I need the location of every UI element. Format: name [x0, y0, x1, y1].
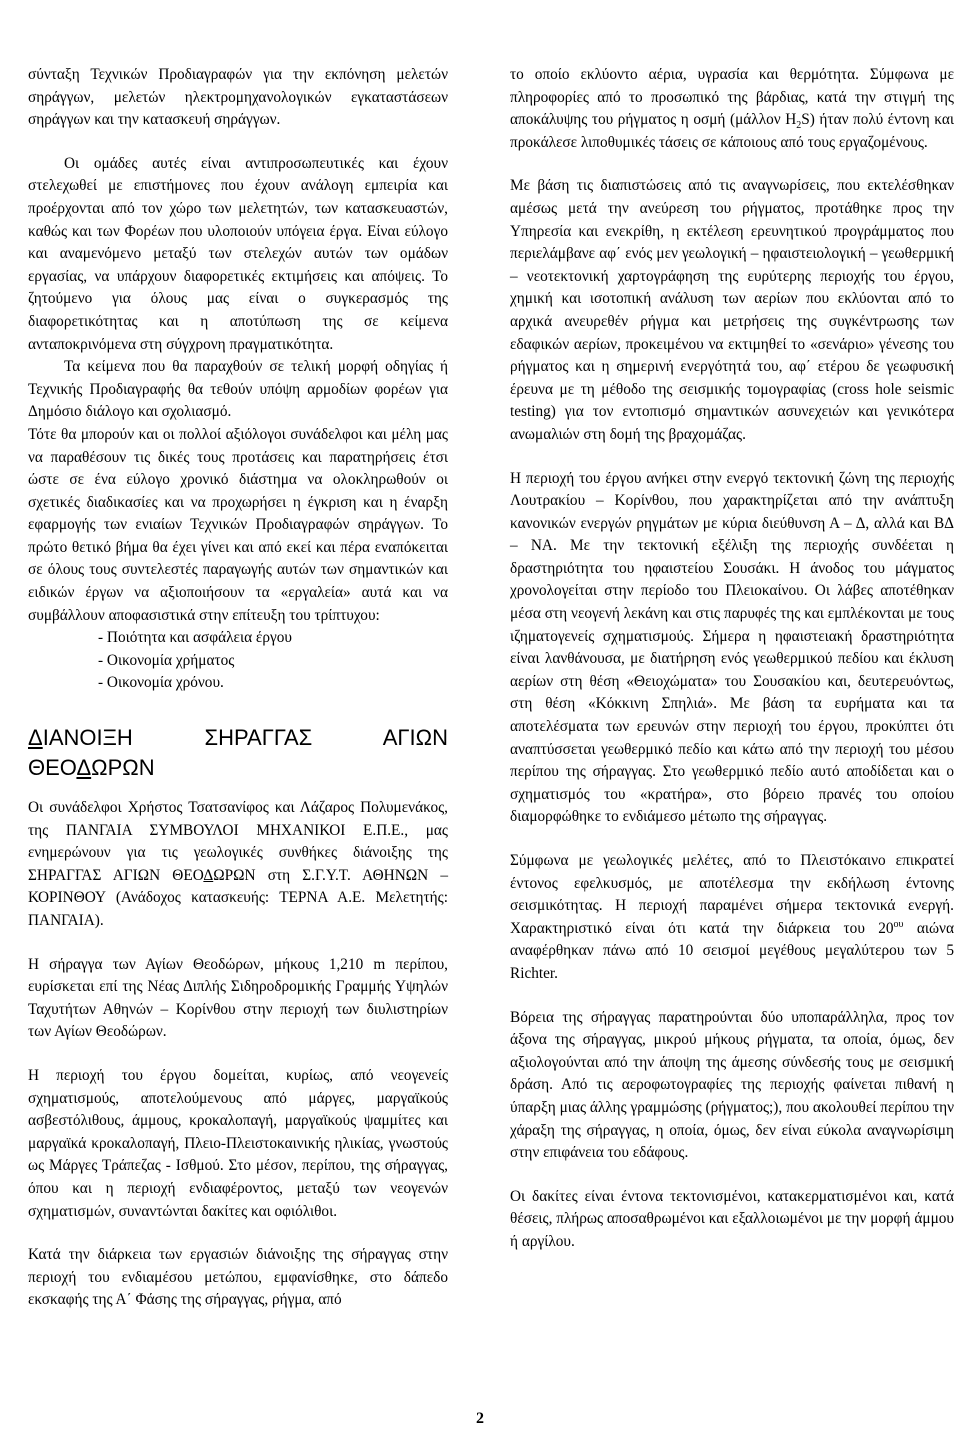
paragraph-excavation: Κατά την διάρκεια των εργασιών διάνοιξης της σήραγγας στην περιοχή του ενδιαμέσου μετώπου, εμφανίσθηκε, στο δάπεδο εκσκαφής της Α΄ Φάσης της σήραγγας, ρήγμα, από: [28, 1246, 448, 1309]
paragraph-gas-release: [510, 64, 954, 154]
paragraph-faults-north: Βόρεια της σήραγγας παρατηρούνται δύο υποπαράλληλα, προς τον άξονα της σήραγγας, μικρού μήκους ρήγματα, τα οποία, όμως, δεν αξιολογούνται από την άποψη της άμεσης σύνδεσής τους με σεισμική δράση. Από τις αεροφωτογραφίες της περιοχής φαίνεται πιθανή η ύπαρξη μιας άλλης γραμμώσης (ρήγματος;), που ακολουθεί περίπου την χάραξη της σήραγγας, η οποία, όμως, δεν είναι εύκολα αναγνωρίσιμη στην επιφάνεια του εδάφους.: [510, 1008, 954, 1162]
authors-text-part: Οι συνάδελφοι Χρήστος Τσατσανίφος και Λάζαρος Πολυμενάκος, της ΠΑΝΓΑΙΑ ΣΥΜΒΟΥΛΟΙ ΜΗΧΑΝΙΚΟΙ Ε.Π.Ε., μας ενημερώνουν για τις γεωλογικές συνθήκες διάνοιξης της ΣΗΡΑΓΓΑΣ ΑΓΙΩΝ ΘΕΟ: [28, 799, 448, 884]
section-heading: [28, 723, 448, 783]
list-item-time: - Οικονομία χρόνου.: [98, 674, 224, 692]
paragraph-geology: Η περιοχή του έργου δομείται, κυρίως, από νεογενείς σχηματισμούς, αποτελούμενους από μάργες, μαργαϊκούς ασβεστόλιθους, άμμους, κροκαλοπαγή, μαργαϊκούς ψαμμίτες και μαργαϊκά κροκαλοπαγή, Πλειο-Πλειστοκαινικής ηλικίας, γνωστούς ως Μάργες Τράπεζας - Ισθμού. Στο μέσον, περίπου, της σήραγγας, όπου και η περιοχή ενδιαφέροντος, μεταξύ των νεογενών σχηματισμών, συναντώνται δακίτες και οφιόλιθοι.: [28, 1066, 448, 1220]
superscript: ου: [893, 918, 904, 930]
paragraph-seismicity: [510, 850, 954, 986]
seismicity-text-part: αιώνα αναφέρθηκαν πάνω από 10 σεισμοί μεγέθους μεγαλύτερου των 5 Richter.: [510, 919, 954, 982]
heading-text-part: ΩΡΩΝ: [91, 755, 155, 781]
gas-text-part: το οποίο εκλύοντο αέρια, υγρασία και θερμότητα. Σύμφωνα με πληροφορίες από το προσωπικό της βάρδιας, κατά την στιγμή της αποκάλυψης του ρήγματος η οσμή (μάλλον H: [510, 66, 954, 129]
left-column: [28, 64, 448, 1312]
heading-underlined-letter: Δ: [28, 725, 43, 751]
paragraph-final-texts: Τα κείμενα που θα παραχθούν σε τελική μορφή οδηγίας ή Τεχνικής Προδιαγραφής θα τεθούν υπόψη αρμοδίων φορέων για Δημόσιο διάλογο και σχολιασμό.: [28, 358, 448, 421]
paragraph-continuation: σύνταξη Τεχνικών Προδιαγραφών για την εκπόνηση μελετών σηράγγων, μελετών ηλεκτρομηχανολογικών εγκαταστάσεων σηράγγων και την κατασκευή σηράγγων.: [28, 66, 448, 129]
paragraph-tunnel-location: Η σήραγγα των Αγίων Θεοδώρων, μήκους 1,210 m περίπου, ευρίσκεται επί της Νέας Διπλής Σιδηροδρομικής Γραμμής Υψηλών Ταχυτήτων Αθηνών – Κορίνθου στην περιοχή των διυλιστηρίων των Αγίων Θεοδώρων.: [28, 955, 448, 1041]
authors-text-part: ΩΡΩΝ στη Σ.Γ.Υ.Τ. ΑΘΗΝΩΝ – ΚΟΡΙΝΘΟΥ (Ανάδοχος κατασκευής: ΤΕΡΝΑ Α.Ε. Μελετητής: ΠΑΝΓΑΙΑ).: [28, 866, 448, 929]
authors-underlined-letter: Δ: [203, 866, 214, 884]
paragraph-authors: [28, 797, 448, 933]
list-item-quality: - Ποιότητα και ασφάλεια έργου: [98, 629, 292, 647]
right-column: [510, 64, 954, 1254]
paragraph-dacites: Οι δακίτες είναι έντονα τεκτονισμένοι, κατακερματισμένοι και, κατά θέσεις, πλήρως αποσαθρωμένοι και εξαλλοιωμένοι με την μορφή άμμου ή αργίλου.: [510, 1187, 954, 1250]
list-item-money: - Οικονομία χρήματος: [98, 651, 235, 669]
subscript: 2: [796, 120, 802, 132]
seismicity-text-part: Σύμφωνα με γεωλογικές μελέτες, από το Πλειστόκαινο επικρατεί έντονος εφελκυσμός, με αποτέλεσμα την εκδήλωση έντονης σεισμικότητας. Η περιοχή παραμένει σήμερα τεκτονικά ενεργή. Χαρακτηριστικό είναι ότι κατά την διάρκεια του 20: [510, 852, 954, 937]
paragraph-colleagues-proposals: Τότε θα μπορούν και οι πολλοί αξιόλογοι συνάδελφοι και μέλη μας να παραθέσουν τις δικές τους προτάσεις και παρατηρήσεις έτσι ώστε σε ένα εύλογο χρονικό διάστημα να ολοκληρωθούν οι σχετικές διαδικασίες και να προχωρήσει η έγκριση και η έναρξη εφαρμογής των ενιαίων Τεχνικών Προδιαγραφών σηράγγων. Το πρώτο θετικό βήμα θα έχει γίνει και από εκεί και πέρα εναπόκειται σε όλους τους συντελεστές παραγωγής αυτών των σημαντικών και ειδικών έργων να αξιοποιήσουν τα «εργαλεία» αυτά και να συμβάλλουν αποφασιστικά στην επίτευξη του τρίπτυχου:: [28, 425, 448, 624]
page-number: 2: [476, 1410, 484, 1427]
paragraph-working-groups: Οι ομάδες αυτές είναι αντιπροσωπευτικές και έχουν στελεχωθεί με επιστήμονες που έχουν ανάλογη εμπειρία και προέρχονται από τον χώρο των μελετητών, των κατασκευαστών, καθώς και των Φορέων που υλοποιούν υπόγεια έργα. Είναι εύλογο και αναμενόμενο μεταξύ των στελεχών αυτών των ομάδων εργασίας, να υπάρχουν διαφορετικές εκτιμήσεις και απόψεις. Το ζητούμενο για όλους μας είναι ο συγκερασμός της διαφορετικότητας και η αποτύπωση της σε κείμενα ανταποκρινόμενα στη σύγχρονη πραγματικότητα.: [28, 154, 448, 353]
heading-text-part: ΙΑΝΟΙΞΗ ΣΗΡΑΓΓΑΣ ΑΓΙΩΝ ΘΕΟ: [28, 725, 448, 781]
paragraph-research-program: Με βάση τις διαπιστώσεις από τις αναγνωρίσεις, που εκτελέσθηκαν αμέσως μετά την ανεύρεση του ρήγματος, προτάθηκε προς την Υπηρεσία και ενεκρίθη, η εκτέλεση ερευνητικού προγράμματος που περιελάμβανε αφ΄ ενός μεν γεωλογική – ηφαιστειολογική – γεωθερμική – νεοτεκτονική χαρτογράφηση της ευρύτερης περιοχής του έργου, χημική και ισοτοπική ανάλυση των αερίων που εκλύονται από το αρχικά ανευρεθέν ρήγμα και μετρήσεις της συγκέντρωσης των εδαφικών αερίων, προκειμένου να εκτιμηθεί το «σενάριο» γένεσης του ρήγματος και η σημερινή ενεργότητά του, αφ΄ ετέρου δε γεωφυσική έρευνα με τη μέθοδο της σεισμικής τομογραφίας (cross hole seismic testing) για τον εντοπισμό σημαντικών ασυνεχειών και γενικότερα ανωμαλιών στη δομή της βραχομάζας.: [510, 177, 954, 443]
paragraph-tectonic-zone: Η περιοχή του έργου ανήκει στην ενεργό τεκτονική ζώνη της περιοχής Λουτρακίου – Κορίνθου, που χαρακτηρίζεται από την ανάπτυξη κανονικών ενεργών ρηγμάτων με κύρια διεύθυνση Α – Δ, αλλά και ΒΔ – ΝΑ. Με την τεκτονική εξέλιξη της περιοχής συνδέεται η δραστηριότητα του ηφαιστείου Σουσάκι. Η άνοδος του μάγματος χρονολογείται στην περίοδο του Πλειοκαίνου. Οι λάβες αποτέθηκαν μέσα στη νεογενή λεκάνη και στις παρυφές της και εμπλέκονται με τους ιζηματογενείς σχηματισμούς. Σήμερα η ηφαιστειακή δραστηριότητα είναι λανθάνουσα, με διατήρηση ενός γεωθερμικού πεδίου και έκλυση αερίων στη θέση «Θειοχώματα» του Σουσακίου και, δευτερευόντως, στη θέση «Κόκκινη Σπηλιά». Με βάση τα ευρήματα και τα αποτελέσματα των ερευνών στην περιοχή του έργου, προκύπτει ότι αναπτύσσεται γεωθερμικό πεδίο και κάτω από την περιοχή του μέσου περίπου της σήραγγας. Στο γεωθερμικό πεδίο αυτό αποδίδεται και ο σχηματισμός του «κρατήρα», στο βόρειο πρανές του οποίου διαμορφώθηκε το ενδιάμεσο μέτωπο της σήραγγας.: [510, 469, 954, 826]
gas-text-part: S) ήταν πολύ έντονη και προκάλεσε λιποθυμικές τάσεις σε κάποιους από τους εργαζομένους.: [510, 111, 954, 151]
heading-underlined-letter: Δ: [76, 755, 92, 781]
